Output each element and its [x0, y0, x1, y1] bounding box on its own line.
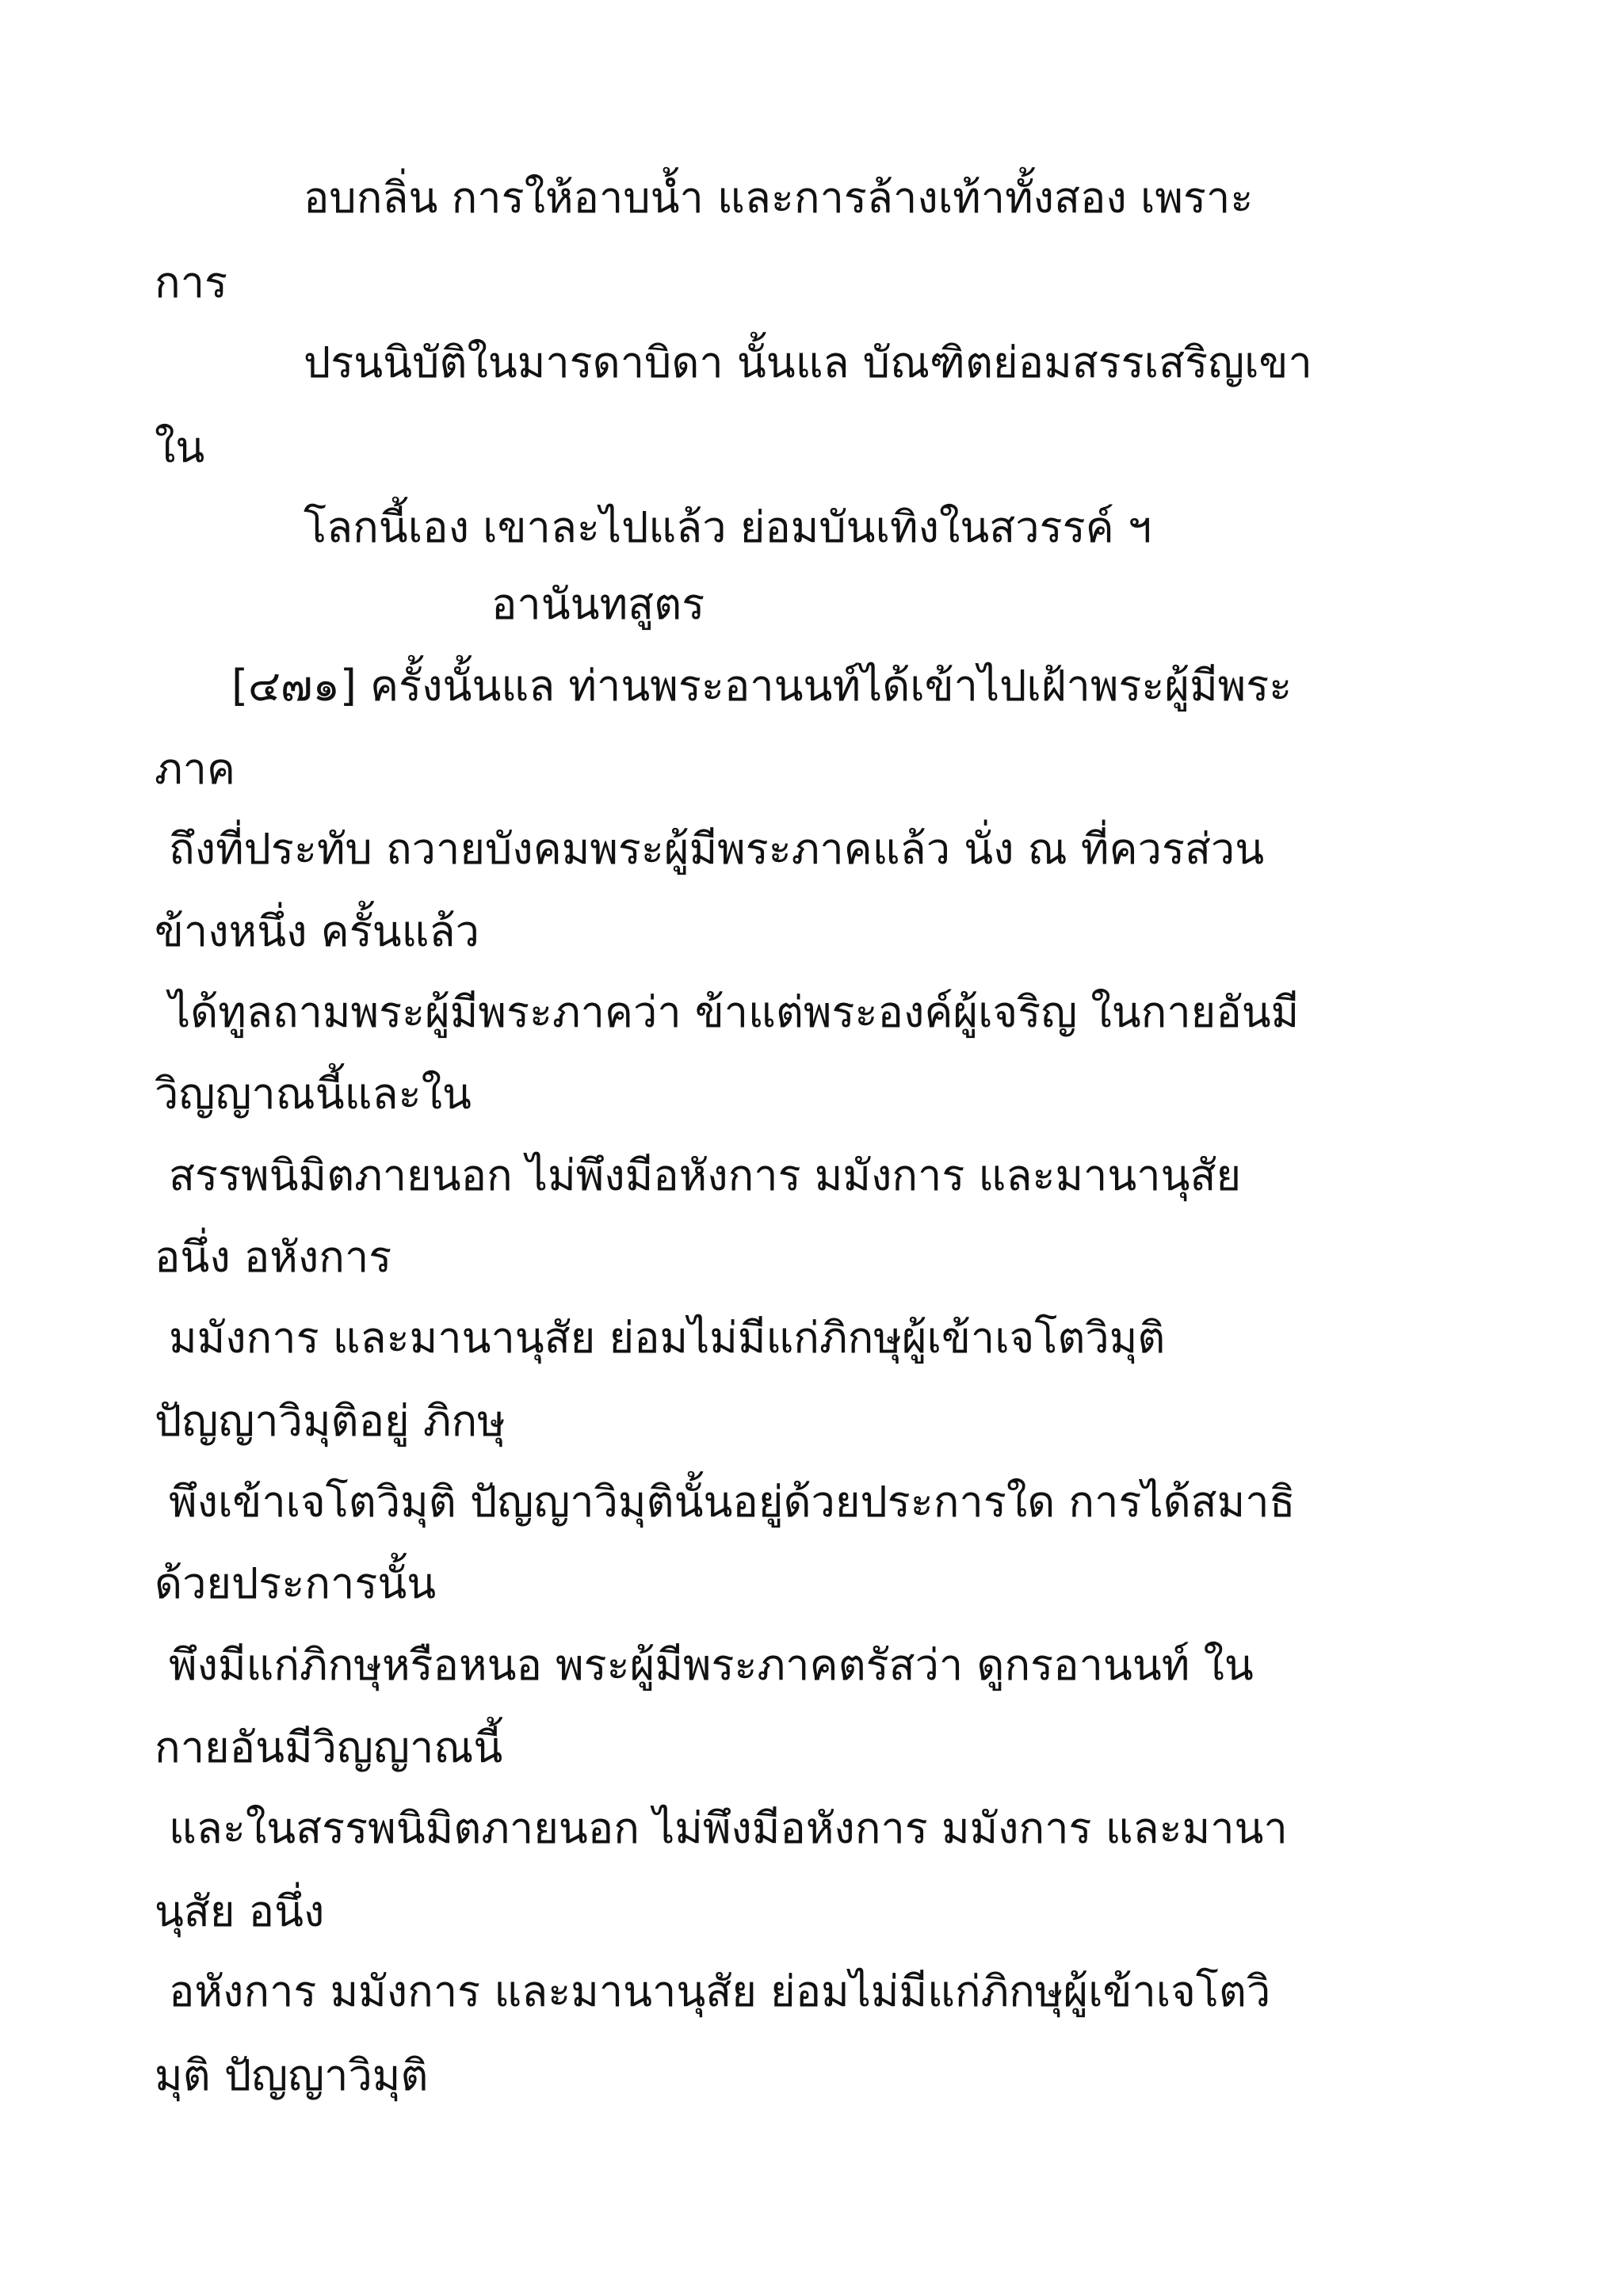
text-line-22: นุสัย อนึ่ง — [155, 1886, 325, 1936]
text-line-1: อบกลิ่น การให้อาบน้ำ และการล้างเท้าทั้งสอง เพราะ — [304, 173, 1254, 223]
text-line-21: และในสรรพนิมิตภายนอก ไม่พึงมีอหังการ มมังการ และมานา — [169, 1803, 1288, 1853]
text-line-8: ภาค — [155, 744, 236, 794]
text-line-17: พึงเข้าเจโตวิมุติ ปัญญาวิมุตินั้นอยู่ด้วยประการใด การได้สมาธิ — [169, 1477, 1296, 1527]
text-line-10: ข้างหนึ่ง ครั้นแล้ว — [155, 906, 479, 956]
text-line-16: ปัญญาวิมุติอยู่ ภิกษุ — [155, 1396, 506, 1446]
text-line-3: ปรนนิบัติในมารดาบิดา นั้นแล บัณฑิตย่อมสรรเสริญเขา — [304, 338, 1312, 387]
text-line-5: โลกนี้เอง เขาละไปแล้ว ย่อมบันเทิงในสวรรค์ ฯ — [304, 502, 1152, 552]
text-line-18: ด้วยประการนั้น — [155, 1558, 437, 1608]
text-line-4: ใน — [155, 422, 205, 472]
text-line-23: อหังการ มมังการ และมานานุสัย ย่อมไม่มีแก่ภิกษุผู้เข้าเจโตวิ — [169, 1966, 1271, 2016]
text-line-19: พึงมีแก่ภิกษุหรือหนอ พระผู้มีพระภาคตรัสว่า ดูกรอานนท์ ใน — [169, 1640, 1254, 1690]
text-line-2: การ — [155, 257, 228, 307]
text-line-13: สรรพนิมิตภายนอก ไม่พึงมีอหังการ มมังการ และมานานุสัย — [169, 1150, 1242, 1200]
text-line-24: มุติ ปัญญาวิมุติ — [155, 2050, 429, 2100]
text-line-15: มมังการ และมานานุสัย ย่อมไม่มีแก่ภิกษุผู้เข้าเจโตวิมุติ — [169, 1313, 1166, 1363]
text-line-9: ถึงที่ประทับ ถวายบังคมพระผู้มีพระภาคแล้ว นั่ง ณ ที่ควรส่วน — [169, 824, 1265, 874]
text-line-20: กายอันมีวิญญาณนี้ — [155, 1722, 503, 1772]
section-title: อานันทสูตร — [491, 579, 705, 629]
text-line-14: อนึ่ง อหังการ — [155, 1232, 392, 1282]
text-line-11: ได้ทูลถามพระผู้มีพระภาคว่า ข้าแต่พระองค์ผู้เจริญ ในกายอันมี — [169, 987, 1300, 1037]
text-line-12: วิญญาณนี้และใน — [155, 1069, 472, 1119]
text-line-7: [๔๗๑] ครั้งนั้นแล ท่านพระอานนท์ได้เข้าไปเฝ้าพระผู้มีพระ — [231, 661, 1293, 711]
